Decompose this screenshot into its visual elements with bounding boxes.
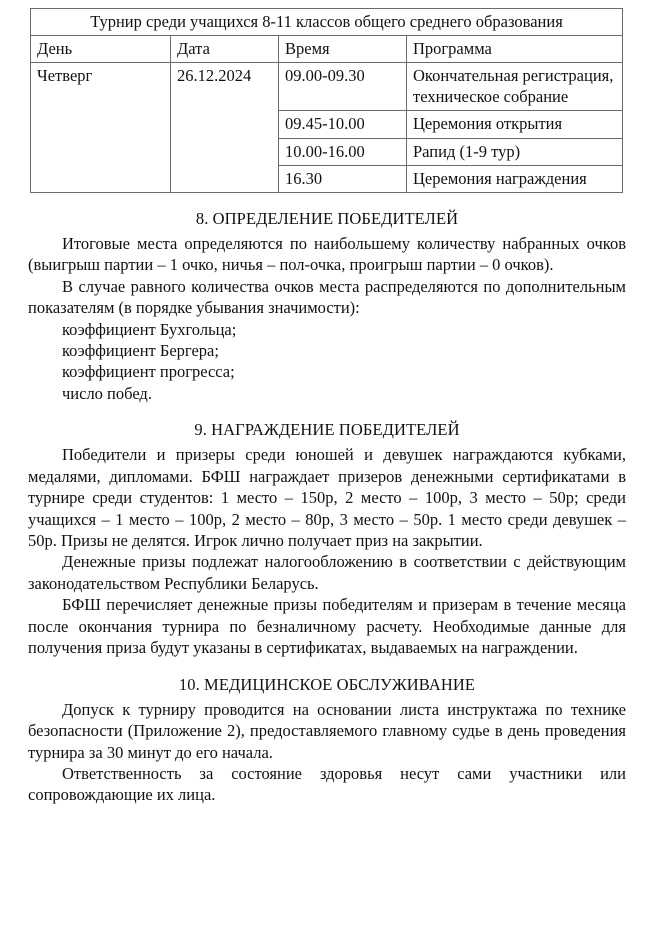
column-header-time: Время <box>279 36 407 63</box>
paragraph: Победители и призеры среди юношей и девушек награждаются кубками, медалями, дипломами. БФШ награждает призеров денежными сертификатами в турнире среди студентов: 1 место – 150р, 2 место – 100р, 3 место – 50р; среди учащихся – 1 место – 100р, 2 место – 80р, 3 место – 50р. 1 место среди девушек – 50р. Призы не делятся. Игрок лично получает приз на закрытии. <box>28 445 626 551</box>
paragraph: Денежные призы подлежат налогообложению в соответствии с действующим законодательством Республики Беларусь. <box>28 552 626 593</box>
table-title-row <box>31 9 623 36</box>
section-heading-10: 10. МЕДИЦИНСКОЕ ОБСЛУЖИВАНИЕ <box>178 674 476 694</box>
column-header-day: День <box>31 36 171 63</box>
paragraph: БФШ перечисляет денежные призы победителям и призерам в течение месяца после окончания турнира по безналичному расчету. Необходимые данные для получения приза будут указаны в сертификатах, выдаваемых на награждении. <box>28 595 626 658</box>
column-header-program: Программа <box>407 36 623 63</box>
cell-time: 10.00-16.00 <box>279 138 407 165</box>
cell-day: Четверг <box>31 63 171 193</box>
section-body-10 <box>28 699 626 806</box>
table-row <box>31 63 623 111</box>
section-body-9 <box>28 444 626 658</box>
paragraph: Итоговые места определяются по наибольшему количеству набранных очков (выигрыш партии – 1 очко, ничья – пол-очка, проигрыш партии – 0 очков). <box>28 233 626 275</box>
list-item: коэффициент Бухгольца; <box>62 319 237 339</box>
table-header-row <box>31 36 623 63</box>
cell-time: 09.00-09.30 <box>279 63 407 111</box>
table-title: Турнир среди учащихся 8-11 классов общего среднего образования <box>31 9 623 36</box>
cell-time: 16.30 <box>279 165 407 192</box>
paragraph: В случае равного количества очков места распределяются по дополнительным показателям (в порядке убывания значимости): <box>28 276 626 318</box>
cell-program: Церемония награждения <box>407 165 623 192</box>
cell-time: 09.45-10.00 <box>279 111 407 138</box>
paragraph: Ответственность за состояние здоровья несут сами участники или сопровождающие их лица. <box>28 763 626 805</box>
paragraph: Допуск к турниру проводится на основании листа инструктажа по технике безопасности (Приложение 2), предоставляемого главному судье в день проведения турнира за 30 минут до его начала. <box>28 699 626 762</box>
column-header-date: Дата <box>171 36 279 63</box>
list-item: число побед. <box>62 383 152 403</box>
list-item: коэффициент Бергера; <box>62 340 219 360</box>
section-heading-9: 9. НАГРАЖДЕНИЕ ПОБЕДИТЕЛЕЙ <box>194 420 460 440</box>
cell-program: Церемония открытия <box>407 111 623 138</box>
section-heading-8: 8. ОПРЕДЕЛЕНИЕ ПОБЕДИТЕЛЕЙ <box>195 208 459 228</box>
cell-date: 26.12.2024 <box>171 63 279 193</box>
schedule-table <box>30 8 623 193</box>
section-body-8 <box>28 233 626 405</box>
cell-program: Рапид (1-9 тур) <box>407 138 623 165</box>
cell-program: Окончательная регистрация, техническое собрание <box>407 63 623 111</box>
list-item: коэффициент прогресса; <box>62 362 235 382</box>
